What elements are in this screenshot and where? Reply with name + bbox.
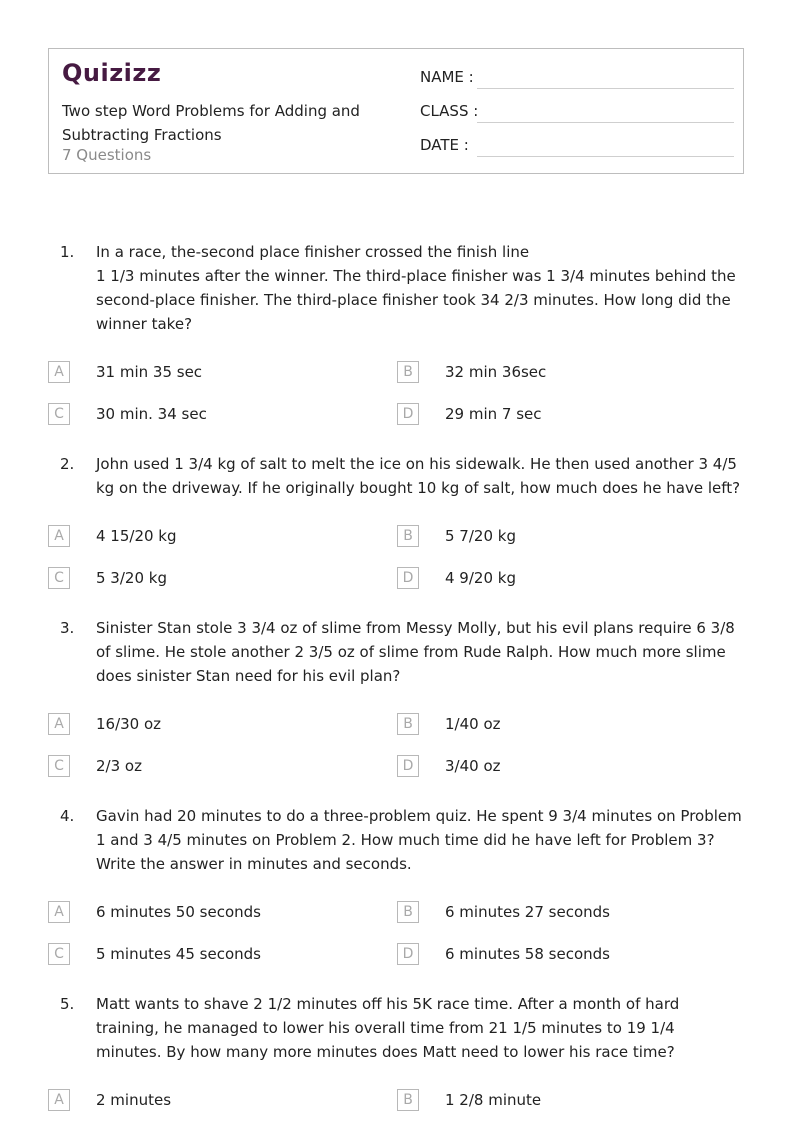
option-text: 5 7/20 kg: [445, 527, 516, 545]
option-text: 1/40 oz: [445, 715, 501, 733]
question-number: 5.: [60, 995, 75, 1013]
option-letter-box: B: [397, 713, 419, 735]
option-text: 32 min 36sec: [445, 363, 547, 381]
worksheet-title: Two step Word Problems for Adding and Subtracting Fractions: [62, 102, 360, 144]
question-count: 7 Questions: [62, 146, 152, 164]
question-number: 1.: [60, 243, 75, 261]
question-text: In a race, the-second place finisher crossed the finish line 1 1/3 minutes after the winner. The third-place finisher was 1 3/4 minutes behind the second-place finisher. The third-place finisher took 34 2/3 minutes. How long did the winner take?: [96, 243, 736, 333]
option-text: 1 2/8 minute: [445, 1091, 542, 1109]
question-text: Matt wants to shave 2 1/2 minutes off his 5K race time. After a month of hard training, he managed to lower his overall time from 21 1/5 minutes to 19 1/4 minutes. By how many more minutes does Matt need to lower his race time?: [96, 995, 680, 1061]
option-letter-box: A: [48, 901, 70, 923]
option-letter-box: B: [397, 901, 419, 923]
option-letter-box: C: [48, 567, 70, 589]
option-text: 2 minutes: [96, 1091, 172, 1109]
option-letter-box: D: [397, 567, 419, 589]
option-letter-box: A: [48, 361, 70, 383]
option-text: 5 3/20 kg: [96, 569, 167, 587]
option-text: 29 min 7 sec: [445, 405, 542, 423]
option-letter-box: D: [397, 755, 419, 777]
option-letter-box: C: [48, 755, 70, 777]
option-letter-box: A: [48, 713, 70, 735]
date-label: DATE :: [420, 136, 469, 154]
date-field: [420, 136, 734, 158]
name-label: NAME :: [420, 68, 474, 86]
option-text: 31 min 35 sec: [96, 363, 203, 381]
question-text: Sinister Stan stole 3 3/4 oz of slime from Messy Molly, but his evil plans require 6 3/8 of slime. He stole another 2 3/5 oz of slime from Rude Ralph. How much more slime does sinister Stan need for his evil plan?: [96, 619, 735, 685]
option-text: 30 min. 34 sec: [96, 405, 207, 423]
name-field: [420, 68, 734, 90]
question-text: John used 1 3/4 kg of salt to melt the ice on his sidewalk. He then used another 3 4/5 kg on the driveway. If he originally bought 10 kg of salt, how much does he have left?: [96, 455, 741, 497]
option-letter-box: C: [48, 403, 70, 425]
option-letter-box: C: [48, 943, 70, 965]
class-field: [420, 102, 734, 124]
option-text: 4 15/20 kg: [96, 527, 177, 545]
option-text: 6 minutes 50 seconds: [96, 903, 261, 921]
option-text: 3/40 oz: [445, 757, 501, 775]
option-text: 2/3 oz: [96, 757, 142, 775]
question-number: 4.: [60, 807, 75, 825]
question-number: 3.: [60, 619, 75, 637]
option-text: 5 minutes 45 seconds: [96, 945, 261, 963]
option-letter-box: B: [397, 361, 419, 383]
class-line: [477, 122, 734, 123]
question-number: 2.: [60, 455, 75, 473]
quizizz-logo: Quizizz: [62, 59, 162, 87]
question-text: Gavin had 20 minutes to do a three-problem quiz. He spent 9 3/4 minutes on Problem 1 and 3 4/5 minutes on Problem 2. How much time did he have left for Problem 3? Write the answer in minutes and seconds.: [96, 807, 742, 873]
option-text: 6 minutes 58 seconds: [445, 945, 610, 963]
name-line: [477, 88, 734, 89]
option-letter-box: A: [48, 525, 70, 547]
date-line: [477, 156, 734, 157]
option-letter-box: B: [397, 1089, 419, 1111]
option-letter-box: D: [397, 943, 419, 965]
class-label: CLASS :: [420, 102, 479, 120]
option-text: 16/30 oz: [96, 715, 162, 733]
option-text: 4 9/20 kg: [445, 569, 516, 587]
option-letter-box: A: [48, 1089, 70, 1111]
worksheet-header: [48, 48, 744, 174]
option-text: 6 minutes 27 seconds: [445, 903, 610, 921]
option-letter-box: B: [397, 525, 419, 547]
option-letter-box: D: [397, 403, 419, 425]
